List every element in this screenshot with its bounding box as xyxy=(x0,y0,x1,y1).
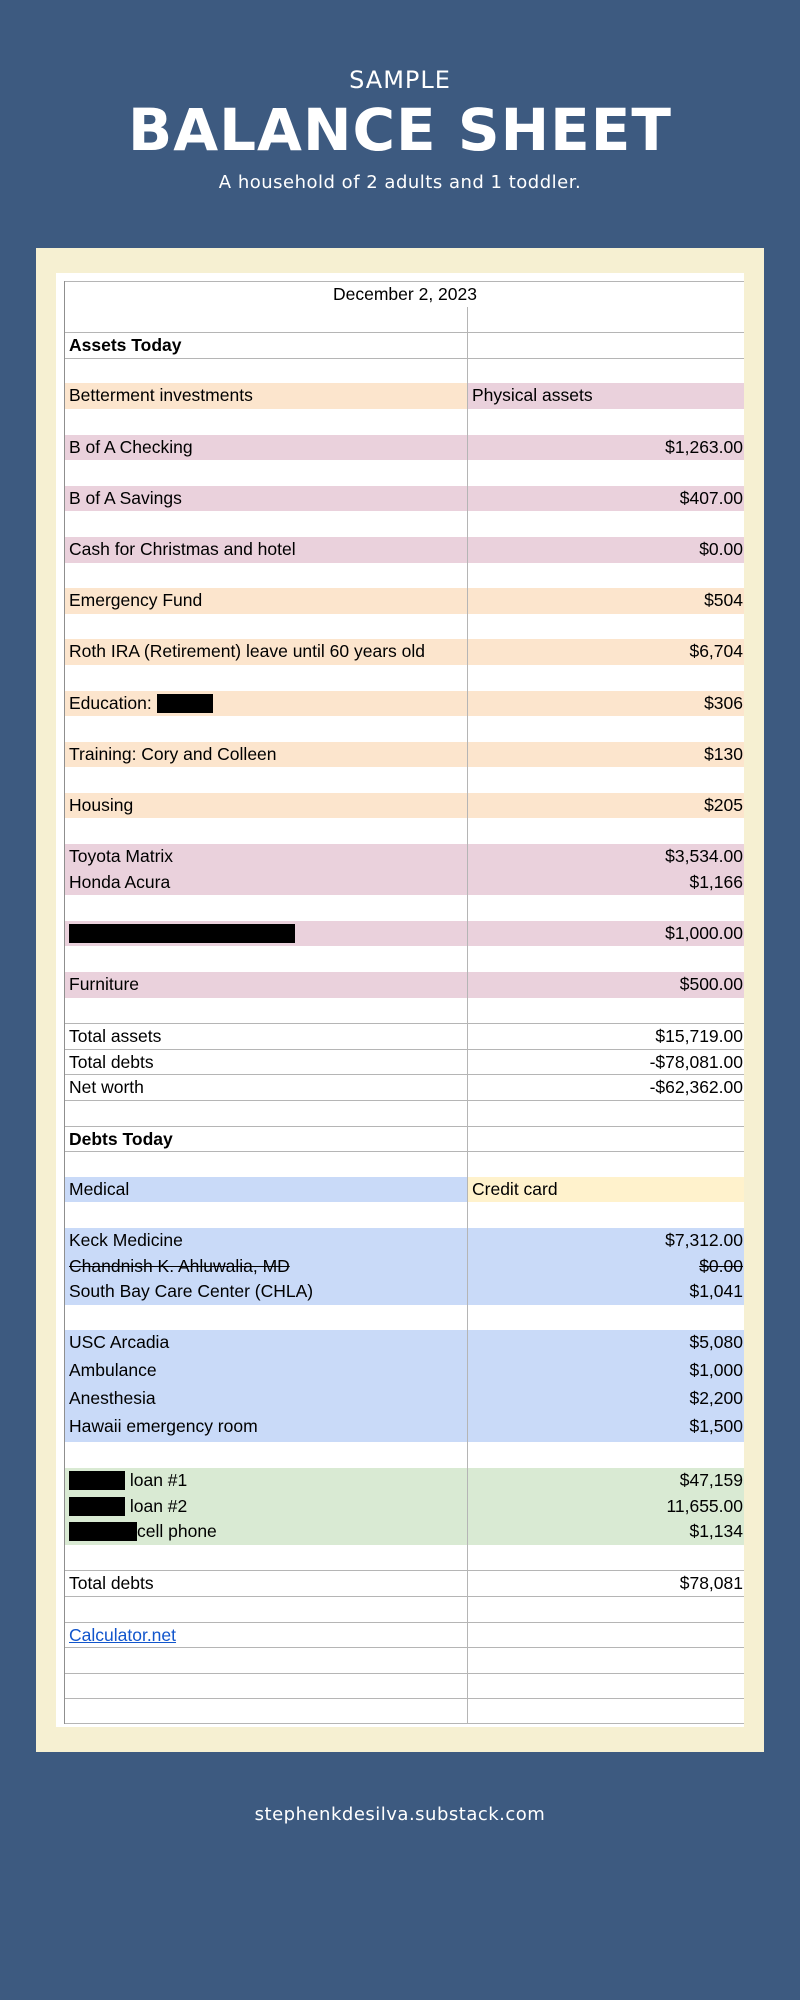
emergency-label[interactable]: Emergency Fund xyxy=(65,588,468,614)
empty-row xyxy=(65,614,744,640)
education-cell[interactable] xyxy=(65,691,468,717)
redaction-block xyxy=(157,694,213,713)
table-row xyxy=(65,870,744,896)
loan1-cell[interactable] xyxy=(65,1468,468,1494)
empty-row xyxy=(65,1545,744,1571)
chandnish-value[interactable]: $0.00 xyxy=(699,1255,743,1276)
emergency-value[interactable]: $504 xyxy=(704,590,743,611)
training-label[interactable]: Training: Cory and Colleen xyxy=(65,742,468,768)
empty-row xyxy=(65,946,744,972)
empty-row xyxy=(65,1698,744,1724)
table-row xyxy=(65,1074,744,1100)
table-row xyxy=(65,1228,744,1254)
page-subtitle: A household of 2 adults and 1 toddler. xyxy=(218,172,582,193)
checking-label[interactable]: B of A Checking xyxy=(65,435,468,461)
honda-label[interactable]: Honda Acura xyxy=(65,870,468,896)
southbay-value[interactable]: $1,041 xyxy=(689,1281,743,1302)
loan1-value[interactable]: $47,159 xyxy=(679,1469,743,1490)
total-debts-label[interactable]: Total debts xyxy=(65,1571,468,1596)
total-assets-label[interactable]: Total assets xyxy=(65,1024,468,1049)
empty-row xyxy=(65,409,744,435)
redacted-asset-label[interactable] xyxy=(65,921,468,947)
spreadsheet-grid xyxy=(64,281,744,1724)
empty-row xyxy=(65,1596,744,1622)
category-row xyxy=(65,1177,744,1203)
loan2-value[interactable]: 11,655.00 xyxy=(666,1495,743,1516)
total-assets-value[interactable]: $15,719.00 xyxy=(655,1026,743,1047)
table-row xyxy=(65,486,744,512)
category-row xyxy=(65,383,744,409)
phone-label: cell phone xyxy=(137,1521,217,1542)
table-row xyxy=(65,639,744,665)
empty-row xyxy=(65,1647,744,1673)
empty-row xyxy=(65,665,744,691)
loan1-label: loan #1 xyxy=(125,1469,188,1490)
cash-label[interactable]: Cash for Christmas and hotel xyxy=(65,537,468,563)
cash-value[interactable]: $0.00 xyxy=(699,538,743,559)
savings-label[interactable]: B of A Savings xyxy=(65,486,468,512)
empty-row xyxy=(65,563,744,589)
table-row xyxy=(65,1254,744,1280)
redacted-asset-value[interactable]: $1,000.00 xyxy=(665,922,743,943)
empty-row xyxy=(65,358,744,384)
table-row xyxy=(65,1468,744,1494)
redaction-block xyxy=(69,1497,125,1516)
hawaii-value[interactable]: $1,500 xyxy=(689,1416,743,1437)
table-row xyxy=(65,1049,744,1075)
anesthesia-value[interactable]: $2,200 xyxy=(689,1388,743,1409)
total-debts-summary-label[interactable]: Total debts xyxy=(65,1050,468,1075)
empty-row xyxy=(65,307,744,333)
toyota-label[interactable]: Toyota Matrix xyxy=(65,844,468,870)
empty-row xyxy=(65,1673,744,1699)
date-row xyxy=(65,281,744,307)
page-title: BALANCE SHEET xyxy=(128,96,672,164)
table-row xyxy=(65,1414,744,1442)
table-row xyxy=(65,691,744,717)
empty-row xyxy=(65,895,744,921)
furniture-label[interactable]: Furniture xyxy=(65,972,468,998)
table-row xyxy=(65,793,744,819)
table-row xyxy=(65,588,744,614)
ambulance-label[interactable]: Ambulance xyxy=(65,1358,468,1386)
honda-value[interactable]: $1,166 xyxy=(689,871,743,892)
link-row xyxy=(65,1622,744,1648)
table-row xyxy=(65,921,744,947)
roth-value[interactable]: $6,704 xyxy=(689,641,743,662)
loan2-label: loan #2 xyxy=(125,1495,188,1516)
table-row xyxy=(65,1330,744,1358)
keck-value[interactable]: $7,312.00 xyxy=(665,1229,743,1250)
empty-row xyxy=(65,511,744,537)
empty-row xyxy=(65,1202,744,1228)
table-row xyxy=(65,1279,744,1305)
southbay-label[interactable]: South Bay Care Center (CHLA) xyxy=(65,1279,468,1305)
physical-label[interactable]: Physical assets xyxy=(468,383,744,409)
education-value[interactable]: $306 xyxy=(704,692,743,713)
empty-row xyxy=(65,767,744,793)
table-row xyxy=(65,1386,744,1414)
anesthesia-label[interactable]: Anesthesia xyxy=(65,1386,468,1414)
table-row xyxy=(65,742,744,768)
table-row xyxy=(65,1494,744,1520)
empty-row xyxy=(65,460,744,486)
redaction-block xyxy=(69,1522,137,1541)
phone-value[interactable]: $1,134 xyxy=(689,1521,743,1542)
hawaii-label[interactable]: Hawaii emergency room xyxy=(65,1414,468,1442)
table-row xyxy=(65,1023,744,1049)
empty-row xyxy=(65,1151,744,1177)
debts-heading-row xyxy=(65,1126,744,1152)
empty-row xyxy=(65,716,744,742)
toyota-value[interactable]: $3,534.00 xyxy=(665,846,743,867)
assets-heading[interactable]: Assets Today xyxy=(65,333,468,358)
usc-value[interactable]: $5,080 xyxy=(689,1332,743,1353)
keck-label[interactable]: Keck Medicine xyxy=(65,1228,468,1254)
calculator-link[interactable]: Calculator.net xyxy=(69,1624,177,1645)
table-row xyxy=(65,435,744,461)
debts-heading[interactable]: Debts Today xyxy=(65,1127,468,1152)
empty-row xyxy=(65,1442,744,1468)
net-worth-value[interactable]: -$62,362.00 xyxy=(649,1077,743,1098)
usc-label[interactable]: USC Arcadia xyxy=(65,1330,468,1358)
table-row xyxy=(65,1358,744,1386)
table-row xyxy=(65,844,744,870)
header-kicker: SAMPLE xyxy=(349,66,451,94)
table-row xyxy=(65,972,744,998)
redaction-block xyxy=(69,1471,125,1490)
checking-value[interactable]: $1,263.00 xyxy=(665,436,743,457)
empty-row xyxy=(65,1100,744,1126)
date-cell[interactable]: December 2, 2023 xyxy=(333,284,477,304)
assets-heading-row xyxy=(65,332,744,358)
credit-label[interactable]: Credit card xyxy=(468,1177,744,1203)
savings-value[interactable]: $407.00 xyxy=(679,487,743,508)
ambulance-value[interactable]: $1,000 xyxy=(689,1360,743,1381)
spreadsheet xyxy=(56,273,744,1727)
housing-value[interactable]: $205 xyxy=(704,794,743,815)
training-value[interactable]: $130 xyxy=(704,743,743,764)
education-label: Education: xyxy=(69,692,152,713)
loan2-cell[interactable] xyxy=(65,1494,468,1520)
chandnish-label[interactable]: Chandnish K. Ahluwalia, MD xyxy=(65,1254,468,1280)
furniture-value[interactable]: $500.00 xyxy=(679,974,743,995)
total-debts-value[interactable]: $78,081 xyxy=(679,1573,743,1594)
empty-row xyxy=(65,998,744,1024)
roth-label[interactable]: Roth IRA (Retirement) leave until 60 years old xyxy=(65,639,468,665)
table-row xyxy=(65,1519,744,1545)
table-row xyxy=(65,537,744,563)
footer-site[interactable]: stephenkdesilva.substack.com xyxy=(254,1804,546,1825)
redaction-block xyxy=(69,924,295,943)
medical-label[interactable]: Medical xyxy=(65,1177,468,1203)
housing-label[interactable]: Housing xyxy=(65,793,468,819)
table-row xyxy=(65,1570,744,1596)
total-debts-summary-value[interactable]: -$78,081.00 xyxy=(649,1051,743,1072)
net-worth-label[interactable]: Net worth xyxy=(65,1075,468,1100)
betterment-label[interactable]: Betterment investments xyxy=(65,383,468,409)
phone-cell[interactable] xyxy=(65,1519,468,1545)
empty-row xyxy=(65,818,744,844)
empty-row xyxy=(65,1305,744,1331)
